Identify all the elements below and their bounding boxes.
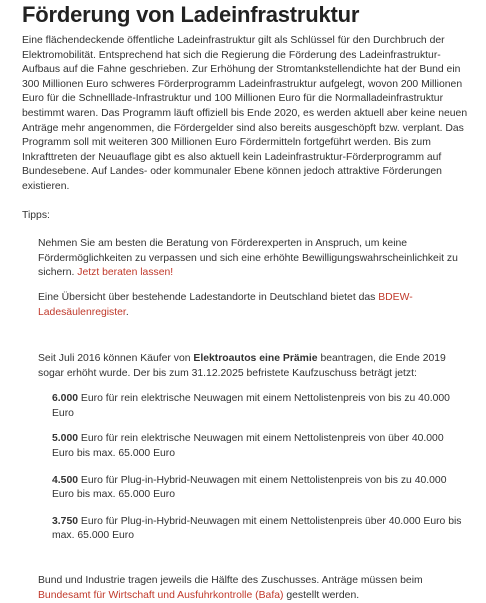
amount-text: Euro für Plug-in-Hybrid-Neuwagen mit einem Nettolistenpreis über 40.000 Euro bis max. 65.000 Euro xyxy=(52,515,462,542)
praemie-pre: Seit Juli 2016 können Käufer von xyxy=(38,353,194,365)
closing-paragraph xyxy=(38,574,468,603)
tips-label: Tipps: xyxy=(22,209,50,221)
tip-register-text: Eine Übersicht über bestehende Ladestandorte in Deutschland bietet das xyxy=(38,291,379,303)
consulting-link[interactable]: Jetzt beraten lassen! xyxy=(77,267,174,279)
amount-value: 5.000 xyxy=(52,433,79,445)
amount-item xyxy=(52,515,462,544)
tip-consulting xyxy=(38,237,468,281)
amount-item xyxy=(52,392,462,421)
closing-end: gestellt werden. xyxy=(283,589,360,601)
bafa-link[interactable]: Bundesamt für Wirtschaft und Ausfuhrkontrolle (Bafa) xyxy=(38,589,284,601)
amount-text: Euro für Plug-in-Hybrid-Neuwagen mit einem Nettolistenpreis von bis zu 40.000 Euro bis max. 65.000 Euro xyxy=(52,474,447,501)
amount-value: 4.500 xyxy=(52,474,79,486)
amount-item xyxy=(52,474,462,503)
praemie-post: beantragen, die Ende 2019 sogar erhöht wurde. Der bis zum 31.12.2025 befristete Kaufzuschuss beträgt jetzt: xyxy=(38,353,446,379)
amount-item xyxy=(52,432,462,461)
amount-text: Euro für rein elektrische Neuwagen mit einem Nettolistenpreis von bis zu 40.000 Euro xyxy=(52,393,450,419)
article xyxy=(0,2,486,603)
tip-register xyxy=(38,291,468,320)
bdew-register-link[interactable]: BDEW-Ladesäulenregister xyxy=(38,291,413,318)
amount-value: 6.000 xyxy=(52,393,79,405)
amount-text: Euro für rein elektrische Neuwagen mit einem Nettolistenpreis von über 40.000 Euro bis max. 65.000 Euro xyxy=(52,433,444,460)
tip-consulting-text: Nehmen Sie am besten die Beratung von Förderexperten in Anspruch, um keine Fördermöglichkeiten zu verpassen und sich eine erhöhte Bewilligungswahrscheinlichkeit zu sichern. xyxy=(38,238,458,279)
praemie-paragraph xyxy=(38,352,468,381)
closing-text: Bund und Industrie tragen jeweils die Hälfte des Zuschusses. Anträge müssen beim xyxy=(38,575,423,587)
page-title: Förderung von Ladeinfrastruktur xyxy=(22,2,360,27)
tip-register-end: . xyxy=(125,306,129,318)
praemie-bold: Elektroautos eine Prämie xyxy=(193,353,318,365)
intro-paragraph: Eine flächendeckende öffentliche Ladeinfrastruktur gilt als Schlüssel für den Durchbruch der Elektromobilität. Entsprechend hat sich die Regierung die Förderung des Ladeinfrastruktur-Aufbaus auf die Fahne geschrieben. Zur Erhöhung der Stromtankstellendichte hat der Bund ein 300 Millionen Euro schweres Förderprogramm Ladeinfrastruktur aufgelegt, wovon 200 Millionen Euro für die Schnelllade-Infrastruktur und 100 Millionen Euro für die Normalladeinfrastruktur bestimmt waren. Das Programm läuft offiziell bis Ende 2020, es werden aktuell aber keine neuen Anträge mehr angenommen, die Fördergelder sind also bereits ausgeschöpft bzw. verplant. Das Programm soll mit weiteren 300 Millionen Euro Fördermitteln fortgeführt werden. Bis zum Inkrafttreten der Neuauflage gibt es also aktuell kein Ladeinfrastruktur-Förderprogramm auf Bundesebene. Auf Landes- oder kommunaler Ebene können jedoch attraktive Förderungen existieren. xyxy=(22,35,468,192)
amount-value: 3.750 xyxy=(52,515,79,527)
